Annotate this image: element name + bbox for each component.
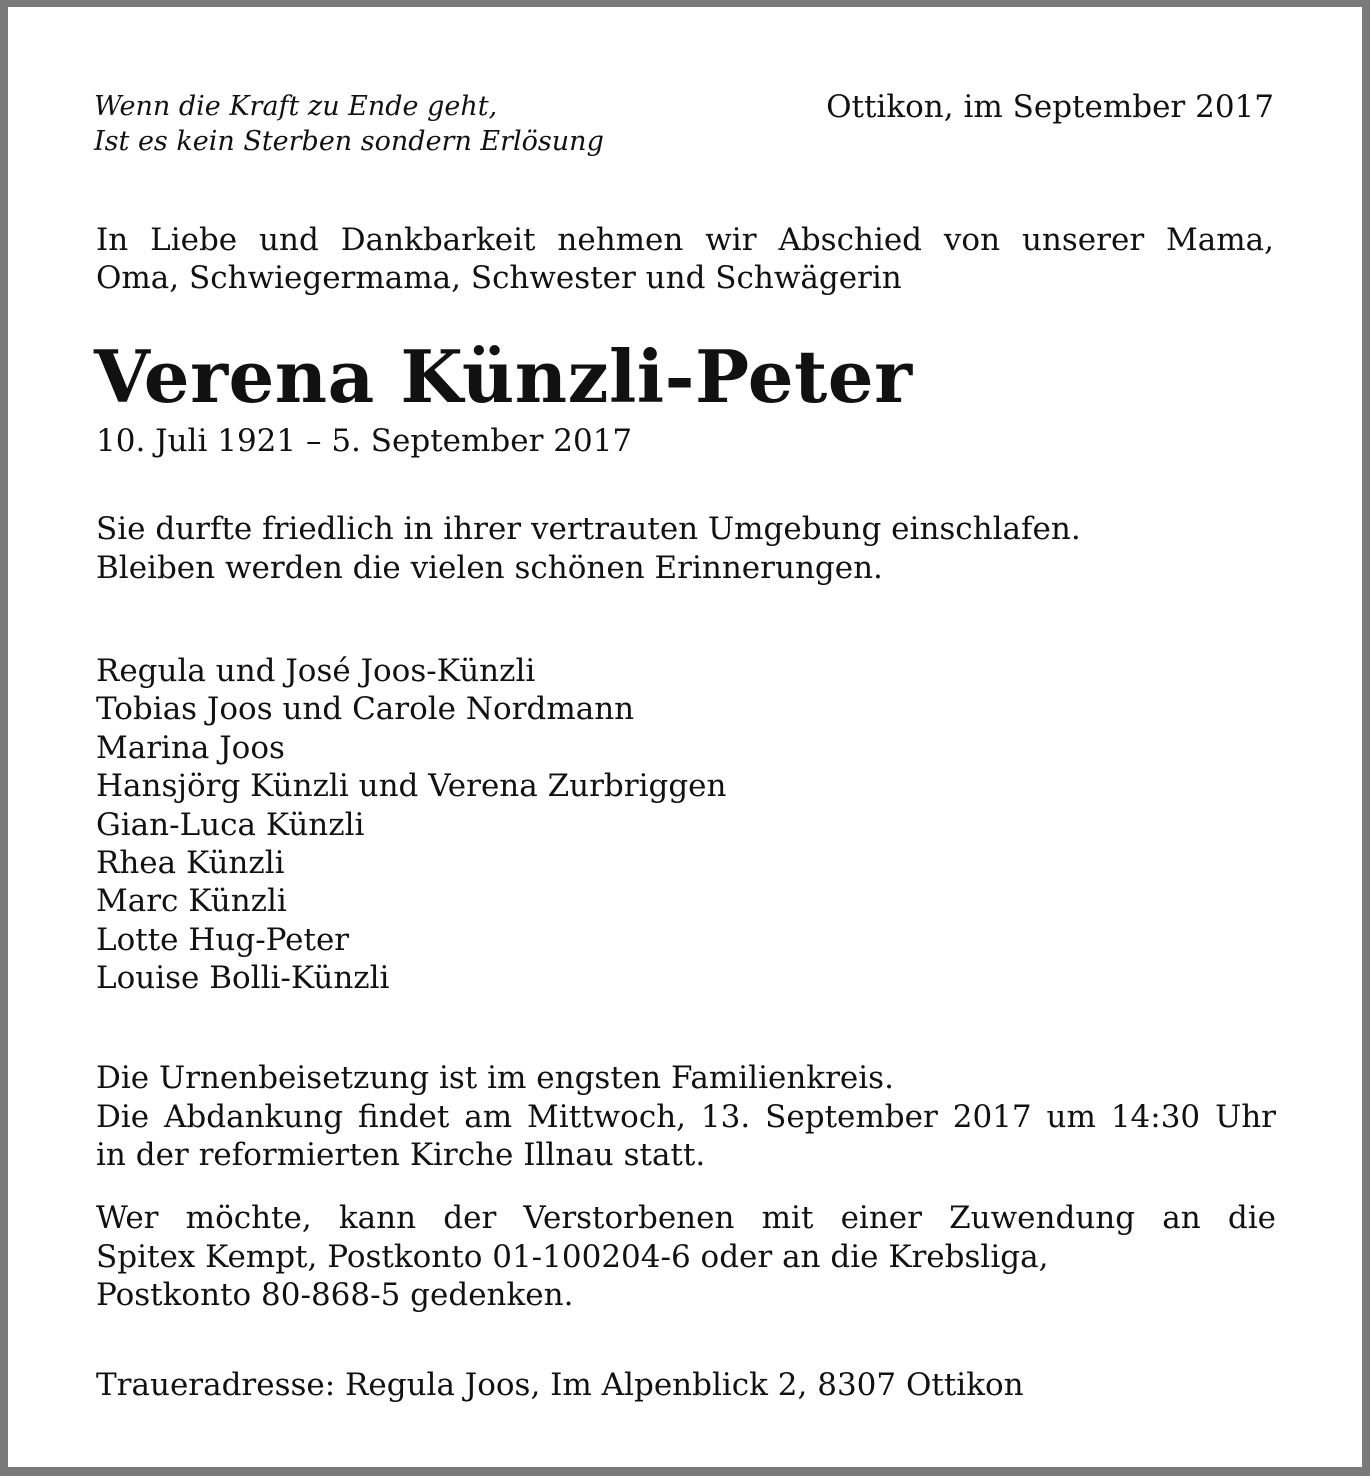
mourner-item: Regula und José Joos-Künzli	[96, 653, 536, 689]
ceremony-line-1: Die Urnenbeisetzung ist im engsten Familienkreis.	[96, 1060, 894, 1096]
mourners-list	[96, 652, 727, 998]
mourner-item: Lotte Hug-Peter	[96, 921, 350, 958]
mourner-item: Louise Bolli-Künzli	[96, 960, 390, 997]
deceased-name: Verena Künzli-Peter	[94, 334, 913, 419]
donation-info	[96, 1199, 1276, 1315]
ceremony-line-3: in der reformierten Kirche Illnau statt.	[96, 1137, 706, 1173]
farewell-quote	[96, 510, 1081, 588]
mourner-item: Hansjörg Künzli und Verena Zurbriggen	[96, 768, 727, 805]
intro-line-1: In Liebe und Dankbarkeit nehmen wir Abschied von unserer Mama,	[96, 222, 1274, 258]
donation-line-1: Wer möchte, kann der Verstorbenen mit einer Zuwendung an die	[96, 1200, 1276, 1236]
obituary-notice	[8, 7, 1362, 1467]
donation-line-2: Spitex Kempt, Postkonto 01-100204-6 oder an die Krebsliga,	[96, 1238, 1049, 1275]
mourner-item: Marina Joos	[96, 729, 285, 766]
motto-verse	[94, 89, 604, 159]
life-dates: 10. Juli 1921 – 5. September 2017	[96, 423, 633, 459]
intro-text	[96, 221, 1274, 297]
mourner-item: Marc Künzli	[96, 883, 287, 920]
motto-line-2: Ist es kein Sterben sondern Erlösung	[94, 126, 604, 157]
place-date: Ottikon, im September 2017	[826, 89, 1274, 125]
quote-line-2: Bleiben werden die vielen schönen Erinnerungen.	[96, 550, 883, 586]
ceremony-info	[96, 1059, 1276, 1175]
ceremony-line-2: Die Abdankung findet am Mittwoch, 13. September 2017 um 14:30 Uhr	[96, 1098, 1276, 1135]
mourner-item: Tobias Joos und Carole Nordmann	[96, 691, 635, 728]
mourning-address: Traueradresse: Regula Joos, Im Alpenblick 2, 8307 Ottikon	[96, 1367, 1024, 1403]
quote-line-1: Sie durfte friedlich in ihrer vertrauten Umgebung einschlafen.	[96, 511, 1081, 547]
donation-line-3: Postkonto 80-868-5 gedenken.	[96, 1277, 574, 1313]
mourner-item: Gian-Luca Künzli	[96, 806, 365, 843]
intro-line-2: Oma, Schwiegermama, Schwester und Schwägerin	[96, 260, 902, 296]
mourner-item: Rhea Künzli	[96, 845, 285, 882]
motto-line-1: Wenn die Kraft zu Ende geht,	[94, 91, 498, 122]
